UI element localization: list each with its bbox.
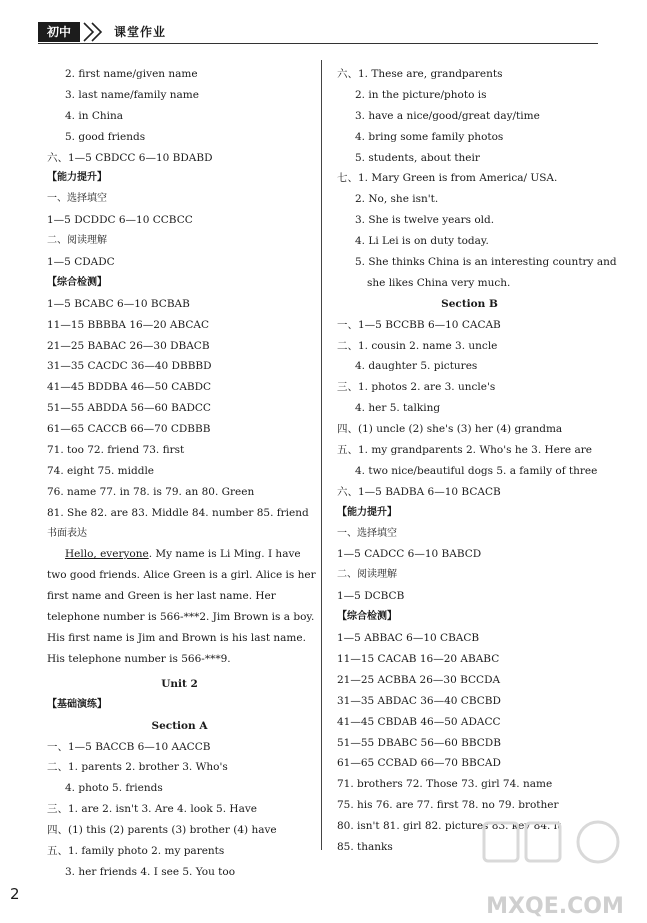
watermark-text: MXQE.COM bbox=[486, 894, 624, 919]
answer-line: 六、1—5 BADBA 6—10 BCACB bbox=[337, 485, 501, 498]
subsection-choice: 一、选择填空 bbox=[47, 193, 107, 205]
answer-line: 四、(1) this (2) parents (3) brother (4) have bbox=[47, 824, 277, 837]
answer-line: 41—45 CBDAB 46—50 ADACC bbox=[337, 715, 501, 728]
unit-title: Unit 2 bbox=[161, 677, 198, 690]
answer-line: 61—65 CCBAD 66—70 BBCAD bbox=[337, 757, 501, 770]
writing-line: telephone number is 566-***2. Jim Brown is a boy. bbox=[47, 611, 315, 624]
answer-line: 75. his 76. are 77. first 78. no 79. brother bbox=[337, 799, 559, 812]
page-number: 2 bbox=[10, 885, 20, 903]
answer-line: 一、1—5 BCCBB 6—10 CACAB bbox=[337, 318, 501, 331]
answer-line: 76. name 77. in 78. is 79. an 80. Green bbox=[47, 485, 255, 498]
answer-line: 五、1. my grandparents 2. Who's he 3. Here are bbox=[337, 444, 592, 457]
header-rule bbox=[38, 43, 598, 44]
subsection-reading: 二、阅读理解 bbox=[337, 569, 397, 581]
book-title: 课堂作业 bbox=[114, 25, 167, 39]
section-heading-basic: 【基础演练】 bbox=[47, 698, 107, 710]
answer-line: 4. Li Lei is on duty today. bbox=[355, 235, 489, 248]
writing-title: 书面表达 bbox=[47, 527, 87, 539]
answer-line: 2. in the picture/photo is bbox=[355, 88, 487, 101]
answer-line: 3. last name/family name bbox=[65, 88, 199, 101]
answer-line: 3. She is twelve years old. bbox=[355, 214, 495, 227]
answer-line: 11—15 CACAB 16—20 ABABC bbox=[337, 652, 500, 665]
section-heading-test: 【综合检测】 bbox=[47, 276, 107, 288]
answer-line: 5. She thinks China is an interesting country and bbox=[355, 256, 617, 269]
answer-line: 71. brothers 72. Those 73. girl 74. name bbox=[337, 778, 553, 791]
answer-line: 2. No, she isn't. bbox=[355, 193, 439, 206]
answer-line: 1—5 DCDDC 6—10 CCBCC bbox=[47, 214, 193, 227]
writing-line: first name and Green is her last name. Her bbox=[47, 590, 276, 603]
answer-line: 4. bring some family photos bbox=[355, 130, 504, 143]
answer-line: 5. good friends bbox=[65, 130, 146, 143]
answer-line: 31—35 CACDC 36—40 DBBBD bbox=[47, 360, 212, 373]
answer-line: 74. eight 75. middle bbox=[47, 464, 155, 477]
writing-line: two good friends. Alice Green is a girl. Alice is her bbox=[47, 569, 316, 582]
section-b-title: Section B bbox=[441, 297, 498, 310]
answer-line: 41—45 BDDBA 46—50 CABDC bbox=[47, 381, 212, 394]
answer-line: 1—5 DCBCB bbox=[337, 590, 405, 603]
answer-line: she likes China very much. bbox=[367, 276, 511, 289]
answer-line: 3. have a nice/good/great day/time bbox=[355, 109, 540, 122]
subsection-reading: 二、阅读理解 bbox=[47, 235, 107, 247]
answer-line: 4. her 5. talking bbox=[355, 402, 441, 415]
page-header bbox=[38, 22, 598, 42]
writing-paragraph bbox=[47, 544, 316, 669]
section-heading-test: 【综合检测】 bbox=[337, 611, 397, 623]
answer-line: 11—15 BBBBA 16—20 ABCAC bbox=[47, 318, 210, 331]
answer-line: 一、1—5 BACCB 6—10 AACCB bbox=[47, 740, 211, 753]
answer-line: 3. her friends 4. I see 5. You too bbox=[65, 865, 236, 878]
subsection-choice: 一、选择填空 bbox=[337, 527, 397, 539]
answer-line: 四、(1) uncle (2) she's (3) her (4) grandma bbox=[337, 423, 563, 436]
answer-line: 1—5 CADCC 6—10 BABCD bbox=[337, 548, 482, 561]
left-column bbox=[47, 64, 316, 883]
answer-line: 五、1. family photo 2. my parents bbox=[47, 844, 225, 857]
answer-line: 31—35 ABDAC 36—40 CBCBD bbox=[337, 694, 501, 707]
answer-line: 51—55 ABDDA 56—60 BADCC bbox=[47, 402, 211, 415]
answer-line: 21—25 BABAC 26—30 DBACB bbox=[47, 339, 210, 352]
answer-line: 三、1. are 2. isn't 3. Are 4. look 5. Have bbox=[47, 803, 257, 816]
writing-line bbox=[47, 544, 312, 565]
writing-line: His first name is Jim and Brown is his last name. bbox=[47, 632, 306, 645]
answer-line: 二、1. parents 2. brother 3. Who's bbox=[47, 761, 228, 774]
answer-line: 1—5 CDADC bbox=[47, 256, 115, 269]
answer-line: 1—5 ABBAC 6—10 CBACB bbox=[337, 632, 480, 645]
answer-line: 二、1. cousin 2. name 3. uncle bbox=[337, 339, 498, 352]
answer-line: 七、1. Mary Green is from America/ USA. bbox=[337, 172, 558, 185]
answer-line: 5. students, about their bbox=[355, 151, 480, 164]
writing-line: His telephone number is 566-***9. bbox=[47, 652, 231, 665]
section-heading-ability: 【能力提升】 bbox=[47, 172, 107, 184]
column-divider bbox=[321, 60, 322, 850]
answer-line: 21—25 ACBBA 26—30 BCCDA bbox=[337, 673, 501, 686]
answer-line: 80. isn't 81. girl 82. pictures 83. key 84. it bbox=[337, 820, 562, 833]
writing-line-rest: . My name is Li Ming. I have bbox=[148, 548, 301, 561]
answer-line: 4. photo 5. friends bbox=[65, 782, 163, 795]
section-a-title: Section A bbox=[151, 719, 208, 732]
watermark-logo bbox=[470, 815, 640, 923]
right-column bbox=[337, 64, 617, 858]
answer-line: 85. thanks bbox=[337, 840, 393, 853]
grade-tag: 初中 bbox=[38, 22, 80, 42]
answer-line: 4. two nice/beautiful dogs 5. a family of three bbox=[355, 464, 598, 477]
answer-line: 61—65 CACCB 66—70 CDBBB bbox=[47, 423, 211, 436]
answer-line: 2. first name/given name bbox=[65, 68, 198, 80]
answer-line: 71. too 72. friend 73. first bbox=[47, 444, 185, 457]
answer-line: 51—55 DBABC 56—60 BBCDB bbox=[337, 736, 501, 749]
answer-line: 81. She 82. are 83. Middle 84. number 85. friend bbox=[47, 506, 309, 519]
answer-line: 三、1. photos 2. are 3. uncle's bbox=[337, 381, 496, 394]
answer-line: 4. in China bbox=[65, 109, 123, 122]
answer-line: 1—5 BCABC 6—10 BCBAB bbox=[47, 297, 190, 310]
writing-greeting: Hello, everyone bbox=[65, 548, 149, 561]
answer-line: 六、1—5 CBDCC 6—10 BDABD bbox=[47, 151, 213, 164]
double-chevron-icon bbox=[82, 22, 108, 42]
answer-line: 4. daughter 5. pictures bbox=[355, 360, 478, 373]
answer-line: 六、1. These are, grandparents bbox=[337, 68, 503, 80]
section-heading-ability: 【能力提升】 bbox=[337, 506, 397, 518]
